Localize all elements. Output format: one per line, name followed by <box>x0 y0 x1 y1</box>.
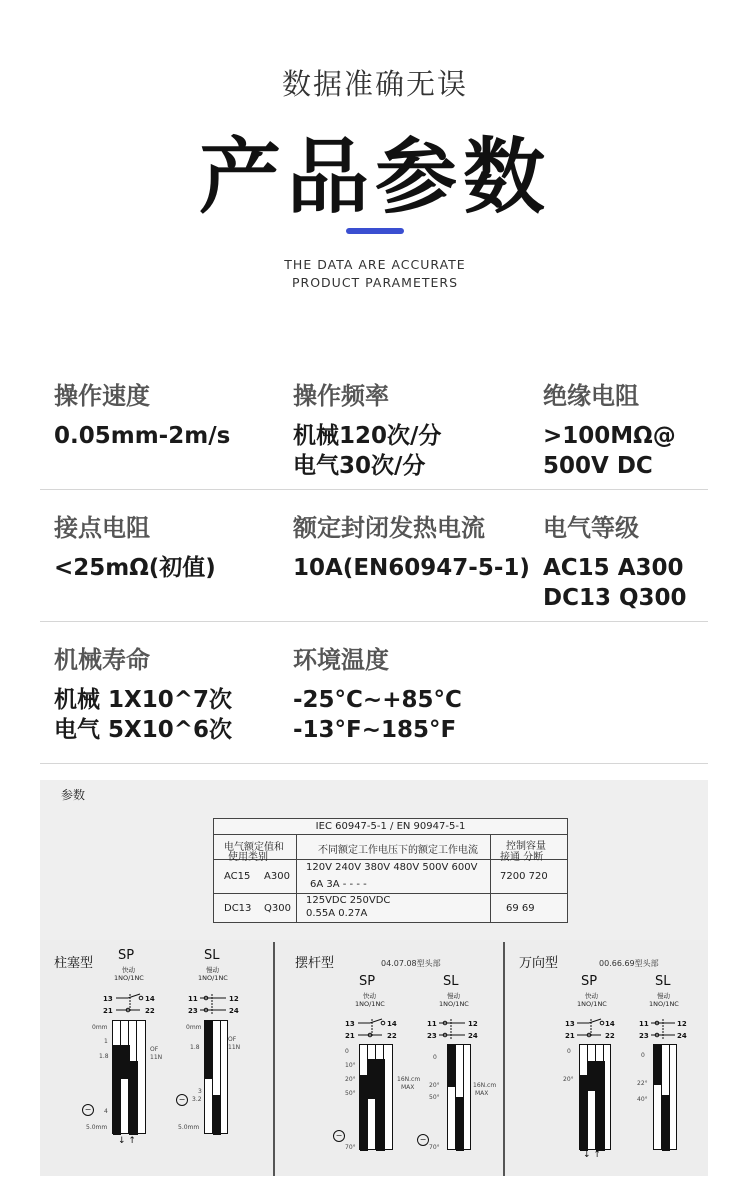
sl-contact-symbol <box>439 1019 465 1039</box>
table-cell: 120V 240V 380V 480V 500V 600V <box>306 862 478 873</box>
scale-label: 20° <box>563 1076 574 1083</box>
table-divider <box>296 835 297 923</box>
sp-contact-symbol <box>116 994 143 1012</box>
spec-cell-electrical-class <box>543 508 687 613</box>
scale-label: 5.0mm <box>86 1124 108 1131</box>
plunger-panel <box>40 940 273 1176</box>
force-label: MAX <box>401 1084 415 1091</box>
spec-label: 电气等级 <box>543 514 639 542</box>
spec-value: AC15 A300 <box>543 555 684 581</box>
scale-label: 50° <box>345 1090 356 1097</box>
sp-sub2: 1NO/1NC <box>355 1000 385 1008</box>
spec-value: -13°F~185°F <box>293 717 457 743</box>
spec-grid <box>40 358 708 764</box>
terminal-label: 24 <box>229 1007 239 1015</box>
table-cell: A300 <box>264 871 290 882</box>
table-cell: DC13 <box>224 903 252 914</box>
sp-sub2: 1NO/1NC <box>577 1000 607 1008</box>
scale-label: 20° <box>429 1082 440 1089</box>
scale-label: 4 <box>104 1108 108 1115</box>
page-subtitle: 数据准确无误 <box>281 67 468 101</box>
scale-label: 0mm <box>92 1024 108 1031</box>
terminal-label: 22 <box>605 1032 615 1040</box>
force-label: MAX <box>475 1090 489 1097</box>
terminal-label: 12 <box>468 1020 478 1028</box>
terminal-label: 13 <box>345 1020 355 1028</box>
panel-title: 摆杆型 <box>295 956 335 971</box>
spec-value: 10A(EN60947-5-1) <box>293 555 530 581</box>
table-divider <box>214 893 567 894</box>
actuator-icon: − <box>82 1104 94 1116</box>
terminal-label: 12 <box>229 995 239 1003</box>
actuator-icon: − <box>176 1094 188 1106</box>
scale-label: 0 <box>345 1048 349 1055</box>
scale-label: 0 <box>567 1048 571 1055</box>
table-header: 控制容量 <box>506 841 546 852</box>
spec-value: >100MΩ@ <box>543 423 676 449</box>
sl-sub1: 慢动 <box>206 966 219 974</box>
panel-title: 柱塞型 <box>54 956 94 971</box>
scale-label: 1.8 <box>190 1044 200 1051</box>
scale-label: 3.2 <box>192 1096 202 1103</box>
spec-cell-ambient-temperature <box>293 640 462 745</box>
scale-label: 40° <box>637 1096 648 1103</box>
terminal-label: 13 <box>565 1020 575 1028</box>
table-cell: 7200 720 <box>500 871 548 882</box>
actuator-icon: − <box>333 1130 345 1142</box>
terminal-label: 21 <box>565 1032 575 1040</box>
spec-value: 电气 5X10^6次 <box>54 717 233 743</box>
spec-label: 额定封闭发热电流 <box>293 514 485 542</box>
terminal-label: 12 <box>677 1020 687 1028</box>
spec-cell-service-life <box>54 640 232 745</box>
terminal-label: 23 <box>639 1032 649 1040</box>
terminal-label: 22 <box>387 1032 397 1040</box>
direction-arrows: ↓ ↑ <box>583 1150 601 1160</box>
terminal-label: 21 <box>103 1007 113 1015</box>
sp-sub1: 快动 <box>122 966 135 974</box>
sp-label: SP <box>581 974 598 989</box>
force-label: 16N.cm <box>397 1076 421 1083</box>
panel-title: 万向型 <box>519 956 559 971</box>
scale-label: 70° <box>345 1144 356 1151</box>
sl-sub2: 1NO/1NC <box>649 1000 679 1008</box>
terminal-label: 11 <box>188 995 198 1003</box>
sl-sub2: 1NO/1NC <box>439 1000 469 1008</box>
sl-label: SL <box>443 974 459 989</box>
table-cell: 125VDC 250VDC <box>306 895 391 906</box>
spec-cell-thermal-current <box>293 508 530 583</box>
spec-value: 0.05mm-2m/s <box>54 423 231 449</box>
sp-sub1: 快动 <box>585 992 598 1000</box>
direction-arrows: ↓ ↑ <box>118 1136 136 1146</box>
table-cell: 6A 3A - - - - <box>310 879 367 890</box>
table-cell: 69 69 <box>506 903 535 914</box>
table-cell: 0.55A 0.27A <box>306 908 368 919</box>
sl-contact-symbol <box>651 1019 675 1039</box>
table-cell: AC15 <box>224 871 251 882</box>
terminal-label: 13 <box>103 995 113 1003</box>
table-header: 使用类别 <box>228 852 268 863</box>
table-header: 接通 分断 <box>500 852 544 863</box>
sl-sub1: 慢动 <box>657 992 670 1000</box>
lever-panel <box>275 940 503 1176</box>
scale-label: 70° <box>429 1144 440 1151</box>
spec-label: 绝缘电阻 <box>543 382 639 410</box>
sl-contact-symbol <box>200 994 226 1014</box>
universal-panel <box>505 940 708 1176</box>
spec-value: 机械120次/分 <box>293 423 442 449</box>
english-caption-line-2: PRODUCT PARAMETERS <box>291 275 459 290</box>
lever-sl-chart <box>447 1044 471 1150</box>
terminal-label: 14 <box>145 995 155 1003</box>
scale-label: 1 <box>104 1038 108 1045</box>
terminal-label: 23 <box>188 1007 198 1015</box>
spec-label: 接点电阻 <box>54 514 150 542</box>
scale-label: 0mm <box>186 1024 202 1031</box>
spec-value: -25°C~+85°C <box>293 687 462 713</box>
parameter-section-title: 参数 <box>61 788 86 802</box>
universal-sp-chart <box>579 1044 611 1150</box>
spec-value: DC13 Q300 <box>543 585 687 611</box>
spec-value: <25mΩ(初值) <box>54 555 216 581</box>
scale-label: 3 <box>198 1088 202 1095</box>
scale-label: 10° <box>345 1062 356 1069</box>
terminal-label: 14 <box>605 1020 615 1028</box>
panel-note: 04.07.08型头部 <box>381 959 441 968</box>
spec-label: 机械寿命 <box>54 646 150 674</box>
spec-label: 环境温度 <box>293 646 389 674</box>
parameter-diagram <box>40 780 708 1176</box>
spec-cell-contact-resistance <box>54 508 216 583</box>
sl-label: SL <box>204 948 220 963</box>
sp-label: SP <box>118 948 135 963</box>
spec-label: 操作频率 <box>293 382 389 410</box>
table-header: 电气额定值和 <box>224 842 284 853</box>
spec-value: 机械 1X10^7次 <box>54 687 233 713</box>
scale-label: 0 <box>641 1052 645 1059</box>
sp-sub1: 快动 <box>363 992 376 1000</box>
lever-sp-chart <box>359 1044 393 1150</box>
scale-label: 22° <box>637 1080 648 1087</box>
terminal-label: 14 <box>387 1020 397 1028</box>
spec-cell-operating-frequency <box>293 376 441 481</box>
sp-label: SP <box>359 974 376 989</box>
spec-row <box>40 490 708 622</box>
force-label: OF <box>150 1046 159 1053</box>
terminal-label: 11 <box>639 1020 649 1028</box>
scale-label: 50° <box>429 1094 440 1101</box>
plunger-sl-chart <box>204 1020 228 1134</box>
table-header: 不同额定工作电压下的额定工作电流 <box>318 845 478 856</box>
force-label: OF <box>228 1036 237 1043</box>
panel-note: 00.66.69型头部 <box>599 959 659 968</box>
english-caption-line-1: THE DATA ARE ACCURATE <box>284 257 466 272</box>
sl-sub1: 慢动 <box>447 992 460 1000</box>
terminal-label: 11 <box>427 1020 437 1028</box>
terminal-label: 22 <box>145 1007 155 1015</box>
force-label: 11N <box>150 1054 163 1061</box>
sp-contact-symbol <box>358 1019 385 1037</box>
force-label: 11N <box>228 1044 241 1051</box>
terminal-label: 24 <box>468 1032 478 1040</box>
table-divider <box>490 835 491 923</box>
spec-row <box>40 622 708 764</box>
sp-sub2: 1NO/1NC <box>114 974 144 982</box>
sp-contact-symbol <box>577 1019 604 1037</box>
terminal-label: 24 <box>677 1032 687 1040</box>
terminal-label: 23 <box>427 1032 437 1040</box>
page-title: 产品参数 <box>198 130 551 225</box>
scale-label: 5.0mm <box>178 1124 200 1131</box>
spec-cell-operating-speed <box>54 376 230 451</box>
force-label: 16N.cm <box>473 1082 497 1089</box>
scale-label: 0 <box>433 1054 437 1061</box>
terminal-label: 21 <box>345 1032 355 1040</box>
sl-sub2: 1NO/1NC <box>198 974 228 982</box>
table-cell: Q300 <box>264 903 291 914</box>
scale-label: 20° <box>345 1076 356 1083</box>
iec-rating-table <box>213 818 568 923</box>
sl-label: SL <box>655 974 671 989</box>
spec-row <box>40 358 708 490</box>
actuator-icon: − <box>417 1134 429 1146</box>
spec-value: 500V DC <box>543 453 653 479</box>
english-caption <box>0 256 750 292</box>
spec-value: 电气30次/分 <box>293 453 426 479</box>
scale-label: 1.8 <box>99 1053 109 1060</box>
spec-label: 操作速度 <box>54 382 150 410</box>
spec-cell-insulation-resistance <box>543 376 676 481</box>
iec-standard: IEC 60947-5-1 / EN 90947-5-1 <box>214 819 567 835</box>
title-accent-bar <box>346 228 404 234</box>
universal-sl-chart <box>653 1044 677 1150</box>
plunger-sp-chart <box>112 1020 146 1134</box>
